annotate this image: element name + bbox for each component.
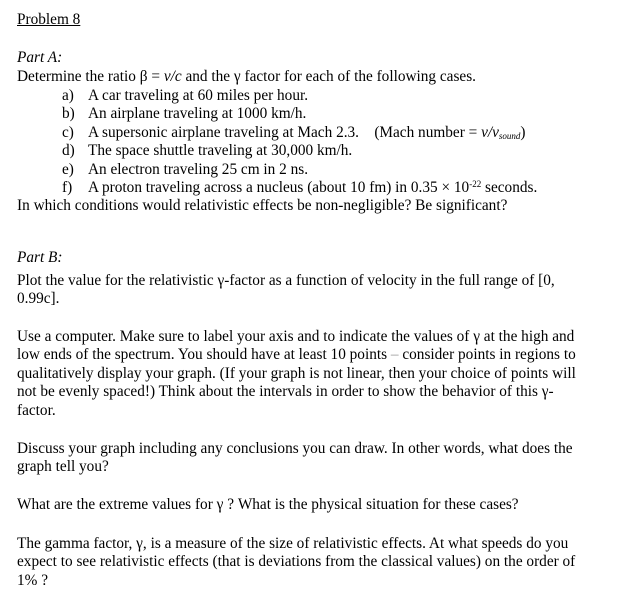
mach-note: (Mach number = $v/v_{sound}$) [374, 123, 526, 141]
part-b-extremes: What are the extreme values for γ ? What is the physical situation for these cases? [17, 496, 519, 513]
list-item: c) A supersonic airplane traveling at Mach 2.3. (Mach number = $v/v_{sound}$) [62, 123, 526, 141]
part-b-gamma-factor: The gamma factor, γ, is a measure of the size of relativistic effects. At what speeds do you expect to see relativistic effects (that is deviations from the classical values) on the order of 1% ? [17, 535, 576, 589]
list-item: f) A proton traveling across a nucleus (about 10 fm) in $0.35 \times 10^{-22}$ seconds. [62, 179, 538, 197]
part-b-plot-instruction: Plot the value for the relativistic γ-factor as a function of velocity in the full range of [0, 0.99c]. [17, 272, 555, 308]
list-item: e) An electron traveling 25 cm in 2 ns. [62, 160, 309, 178]
gamma-symbol: γ [473, 328, 480, 345]
part-a-heading: Part A: [17, 49, 63, 66]
part-a-intro: Determine the ratio β = v/c and the γ factor for each of the following cases. [17, 68, 476, 85]
gamma-symbol: γ [216, 496, 224, 513]
part-b-heading: Part B: [17, 249, 63, 266]
list-item: d) The space shuttle traveling at 30,000 km/h. [62, 142, 353, 160]
gamma-symbol: γ [541, 383, 549, 401]
ratio-expression: v/c [163, 68, 182, 85]
part-a-question: In which conditions would relativistic effects be non-negligible? Be significant? [17, 197, 508, 214]
list-item: b) An airplane traveling at 1000 km/h. [62, 105, 307, 123]
part-b-discuss: Discuss your graph including any conclusions you can draw. In other words, what does the graph tell you? [17, 440, 573, 476]
gamma-symbol: γ [217, 272, 225, 289]
gamma-symbol: γ [136, 535, 143, 552]
gamma-symbol: γ [233, 68, 241, 85]
cases-list [62, 87, 537, 197]
part-b-computer-instruction: Use a computer. Make sure to label your axis and to indicate the values of γ at the high and low ends of the spectrum. You should have at least 10 points – consider points in regions to qualitatively display your graph. (If your graph is not linear, then your choice of points will not be evenly spaced!) Think about the intervals in order to show the behavior of this γ-factor. [17, 328, 576, 419]
problem-title: Problem 8 [17, 11, 81, 28]
beta-symbol: β [139, 68, 148, 85]
list-item: a) A car traveling at 60 miles per hour. [62, 87, 309, 104]
